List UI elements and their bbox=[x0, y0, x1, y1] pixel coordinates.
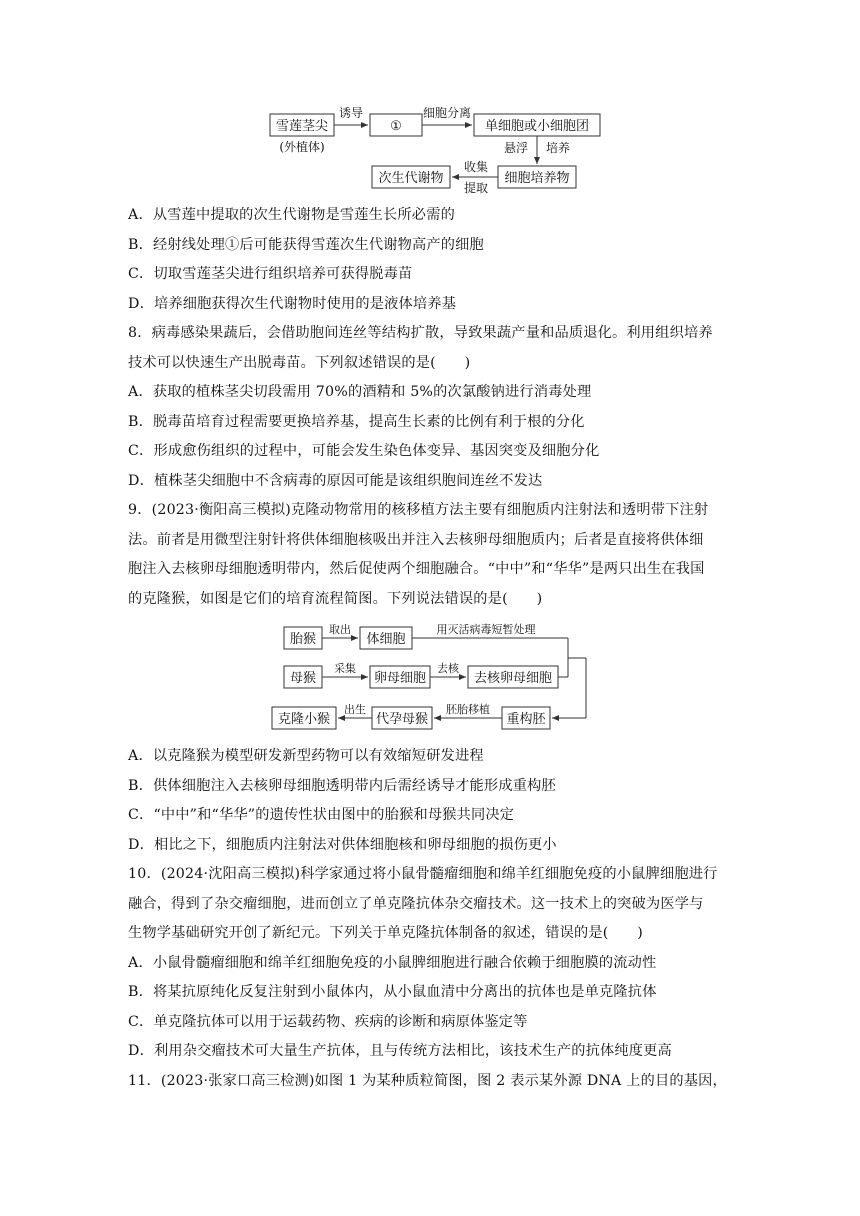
q10-stem-line-2: 融合，得到了杂交瘤细胞，进而创立了单克隆抗体杂交瘤技术。这一技术上的突破为医学与 bbox=[128, 896, 704, 912]
edge-separate-label: 细胞分离 bbox=[422, 106, 472, 120]
cloned-monkey-flow-diagram bbox=[266, 622, 596, 740]
node-enucleated-oocyte-label: 去核卵母细胞 bbox=[473, 671, 553, 686]
node-somatic-cell-label: 体细胞 bbox=[366, 632, 406, 647]
q9-stem-line-1: 9．(2023·衡阳高三模拟)克隆动物常用的核移植方法主要有细胞质内注射法和透明带下注射 bbox=[128, 502, 709, 518]
q7-option-b: B．经射线处理①后可能获得雪莲次生代谢物高产的细胞 bbox=[128, 237, 484, 253]
snow-lotus-flow-diagram bbox=[260, 100, 620, 196]
node-surrogate-monkey-label: 代孕母猴 bbox=[375, 712, 429, 727]
q7-option-a: A．从雪莲中提取的次生代谢物是雪莲生长所必需的 bbox=[128, 207, 455, 223]
q9-stem-line-3: 胞注入去核卵母细胞透明带内，然后促使两个细胞融合。“中中”和“华华”是两只出生在我国 bbox=[128, 561, 705, 577]
node-mother-monkey-label: 母猴 bbox=[289, 671, 317, 686]
node-reconstructed-embryo-label: 重构胚 bbox=[506, 712, 546, 727]
q8-stem-line-1: 8．病毒感染果蔬后，会借助胞间连丝等结构扩散，导致果蔬产量和品质退化。利用组织培养 bbox=[128, 325, 713, 341]
edge-collect-label: 收集 bbox=[463, 160, 489, 174]
q10-option-c: C．单克隆抗体可以用于运载药物、疾病的诊断和病原体鉴定等 bbox=[128, 1014, 528, 1030]
q8-option-a: A．获取的植株茎尖切段需用 70%的酒精和 5%的次氯酸钠进行消毒处理 bbox=[128, 384, 592, 400]
edge-take-label: 取出 bbox=[329, 623, 351, 636]
q9-option-d: D．相比之下，细胞质内注射法对供体细胞核和卵母细胞的损伤更小 bbox=[128, 837, 557, 853]
edge-extract-label: 提取 bbox=[463, 181, 489, 195]
node-secondary-metabolite-label: 次生代谢物 bbox=[378, 171, 444, 186]
q8-option-d: D．植株茎尖细胞中不含病毒的原因可能是该组织胞间连丝不发达 bbox=[128, 473, 543, 489]
edge-collect-label: 采集 bbox=[334, 662, 356, 675]
q9-stem-line-2: 法。前者是用微型注射针将供体细胞核吸出并注入去核卵母细胞质内；后者是直接将供体细 bbox=[128, 532, 704, 548]
q10-option-d: D．利用杂交瘤技术可大量生产抗体，且与传统方法相比，该技术生产的抗体纯度更高 bbox=[128, 1043, 672, 1059]
edge-enucleate-label: 去核 bbox=[437, 662, 459, 675]
q8-stem-line-2: 技术可以快速生产出脱毒苗。下列叙述错误的是( ) bbox=[128, 355, 471, 371]
edge-induce-label: 诱导 bbox=[338, 106, 364, 120]
node-single-cell-label: 单细胞或小细胞团 bbox=[484, 119, 590, 134]
q10-stem-line-3: 生物学基础研究开创了新纪元。下列关于单克隆抗体制备的叙述，错误的是( ) bbox=[128, 925, 644, 941]
q11-stem-line-1: 11．(2023·张家口高三检测)如图 1 为某种质粒简图，图 2 表示某外源 DNA 上的目的基因， bbox=[128, 1073, 727, 1089]
q10-option-b: B．将某抗原纯化反复注射到小鼠体内，从小鼠血清中分离出的抗体也是单克隆抗体 bbox=[128, 984, 657, 1000]
node-cloned-monkey-label: 克隆小猴 bbox=[277, 712, 331, 727]
q9-option-a: A．以克隆猴为模型研发新型药物可以有效缩短研发进程 bbox=[128, 748, 484, 764]
q10-option-a: A．小鼠骨髓瘤细胞和绵羊红细胞免疫的小鼠脾细胞进行融合依赖于细胞膜的流动性 bbox=[128, 955, 657, 971]
node-1-label: ① bbox=[390, 119, 402, 134]
explant-label: (外植体) bbox=[279, 140, 325, 154]
q7-option-c: C．切取雪莲茎尖进行组织培养可获得脱毒苗 bbox=[128, 266, 413, 282]
edge-suspend-label: 悬浮 bbox=[503, 141, 528, 155]
q9-option-b: B．供体细胞注入去核卵母细胞透明带内后需经诱导才能形成重构胚 bbox=[128, 778, 556, 794]
node-oocyte-label: 卵母细胞 bbox=[373, 671, 427, 686]
edge-culture-label: 培养 bbox=[546, 141, 571, 155]
q9-stem-line-4: 的克隆猴，如图是它们的培育流程简图。下列说法错误的是( ) bbox=[128, 591, 543, 607]
q7-option-d: D．培养细胞获得次生代谢物时使用的是液体培养基 bbox=[128, 296, 457, 312]
edge-virus-treat-label: 用灭活病毒短暂处理 bbox=[436, 623, 536, 636]
node-fetal-monkey-label: 胎猴 bbox=[289, 632, 317, 647]
q8-option-c: C．形成愈伤组织的过程中，可能会发生染色体变异、基因突变及细胞分化 bbox=[128, 443, 600, 459]
edge-birth-label: 出生 bbox=[344, 703, 366, 716]
q8-option-b: B．脱毒苗培育过程需要更换培养基，提高生长素的比例有利于根的分化 bbox=[128, 414, 585, 430]
q10-stem-line-1: 10．(2024·沈阳高三模拟)科学家通过将小鼠骨髓瘤细胞和绵羊红细胞免疫的小鼠脾细胞进行 bbox=[128, 866, 718, 882]
node-snow-lotus-tip-label: 雪莲茎尖 bbox=[275, 119, 329, 134]
edge-embryo-transfer-label: 胚胎移植 bbox=[446, 703, 490, 716]
node-cell-culture-label: 细胞培养物 bbox=[504, 171, 570, 186]
q9-option-c: C．“中中”和“华华”的遗传性状由图中的胎猴和母猴共同决定 bbox=[128, 807, 515, 823]
